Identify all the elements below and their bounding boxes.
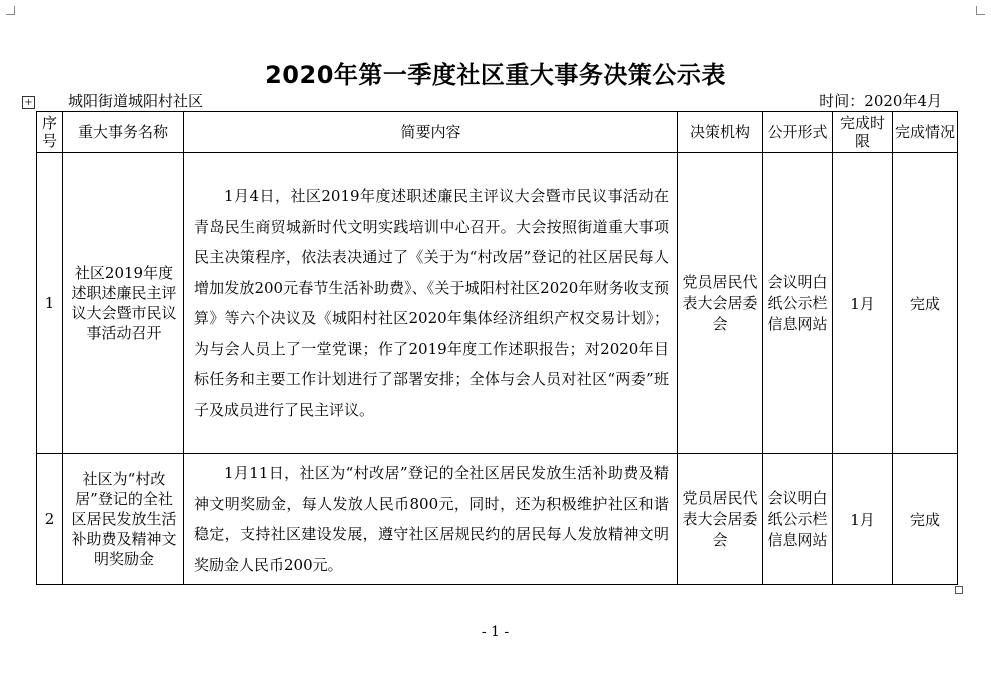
header-status: 完成情况 xyxy=(893,112,958,153)
header-deadline: 完成时限 xyxy=(833,112,893,153)
table-resize-handle[interactable] xyxy=(955,586,963,594)
row-content-text: 1月11日，社区为“村改居”登记的全社区居民发放生活补助费及精神文明奖励金，每人发放人民币800元，同时，还为积极维护社区和谐稳定，支持社区建设发展，遵守社区居规民约的居民每人发放精神文明奖励金人民币200元。 xyxy=(194,464,669,574)
row-name: 社区为“村改居”登记的全社区居民发放生活补助费及精神文明奖励金 xyxy=(63,454,184,585)
row-content-text: 1月4日，社区2019年度述职述廉民主评议大会暨市民议事活动在青岛民生商贸城新时代文明实践培训中心召开。大会按照街道重大事项民主决策程序，依法表决通过了《关于为“村改居”登记的社区居民每人增加发放200元春节生活补助费》、《关于城阳村社区2020年财务收支预算》等六个决议及《城阳村社区2020年集体经济组织产权交易计划》；为与会人员上了一堂党课；作了2019年度工作述职报告；对2020年目标任务和主要工作计划进行了部署安排；全体与会人员对社区“两委”班子及成员进行了民主评议。 xyxy=(194,187,669,419)
page-number: - 1 - xyxy=(481,624,510,640)
document-title: 2020年第一季度社区重大事务决策公示表 xyxy=(265,61,726,89)
row-name: 社区2019年度述职述廉民主评议大会暨市民议事活动召开 xyxy=(63,153,184,454)
page-corner-mark-top-right xyxy=(976,6,985,15)
page-corner-mark-top-left xyxy=(6,6,15,15)
table-header-row xyxy=(37,112,958,153)
row-no: 2 xyxy=(37,454,63,585)
community-name: 城阳街道城阳村社区 xyxy=(68,92,204,110)
row-no: 1 xyxy=(37,153,63,454)
row-content xyxy=(184,153,678,454)
row-status: 完成 xyxy=(893,153,958,454)
row-org: 党员居民代表大会居委会 xyxy=(678,454,763,585)
table-move-handle-icon[interactable]: + xyxy=(22,96,35,109)
publish-date: 时间：2020年4月 xyxy=(819,92,942,110)
row-deadline: 1月 xyxy=(833,454,893,585)
table-row xyxy=(37,454,958,585)
row-form: 会议明白纸公示栏信息网站 xyxy=(763,454,833,585)
row-form: 会议明白纸公示栏信息网站 xyxy=(763,153,833,454)
row-deadline: 1月 xyxy=(833,153,893,454)
header-content: 简要内容 xyxy=(184,112,678,153)
header-org: 决策机构 xyxy=(678,112,763,153)
header-form: 公开形式 xyxy=(763,112,833,153)
row-status: 完成 xyxy=(893,454,958,585)
decision-table xyxy=(36,111,958,585)
row-org: 党员居民代表大会居委会 xyxy=(678,153,763,454)
table-row xyxy=(37,153,958,454)
header-name: 重大事务名称 xyxy=(63,112,184,153)
row-content xyxy=(184,454,678,585)
header-no: 序号 xyxy=(37,112,63,153)
